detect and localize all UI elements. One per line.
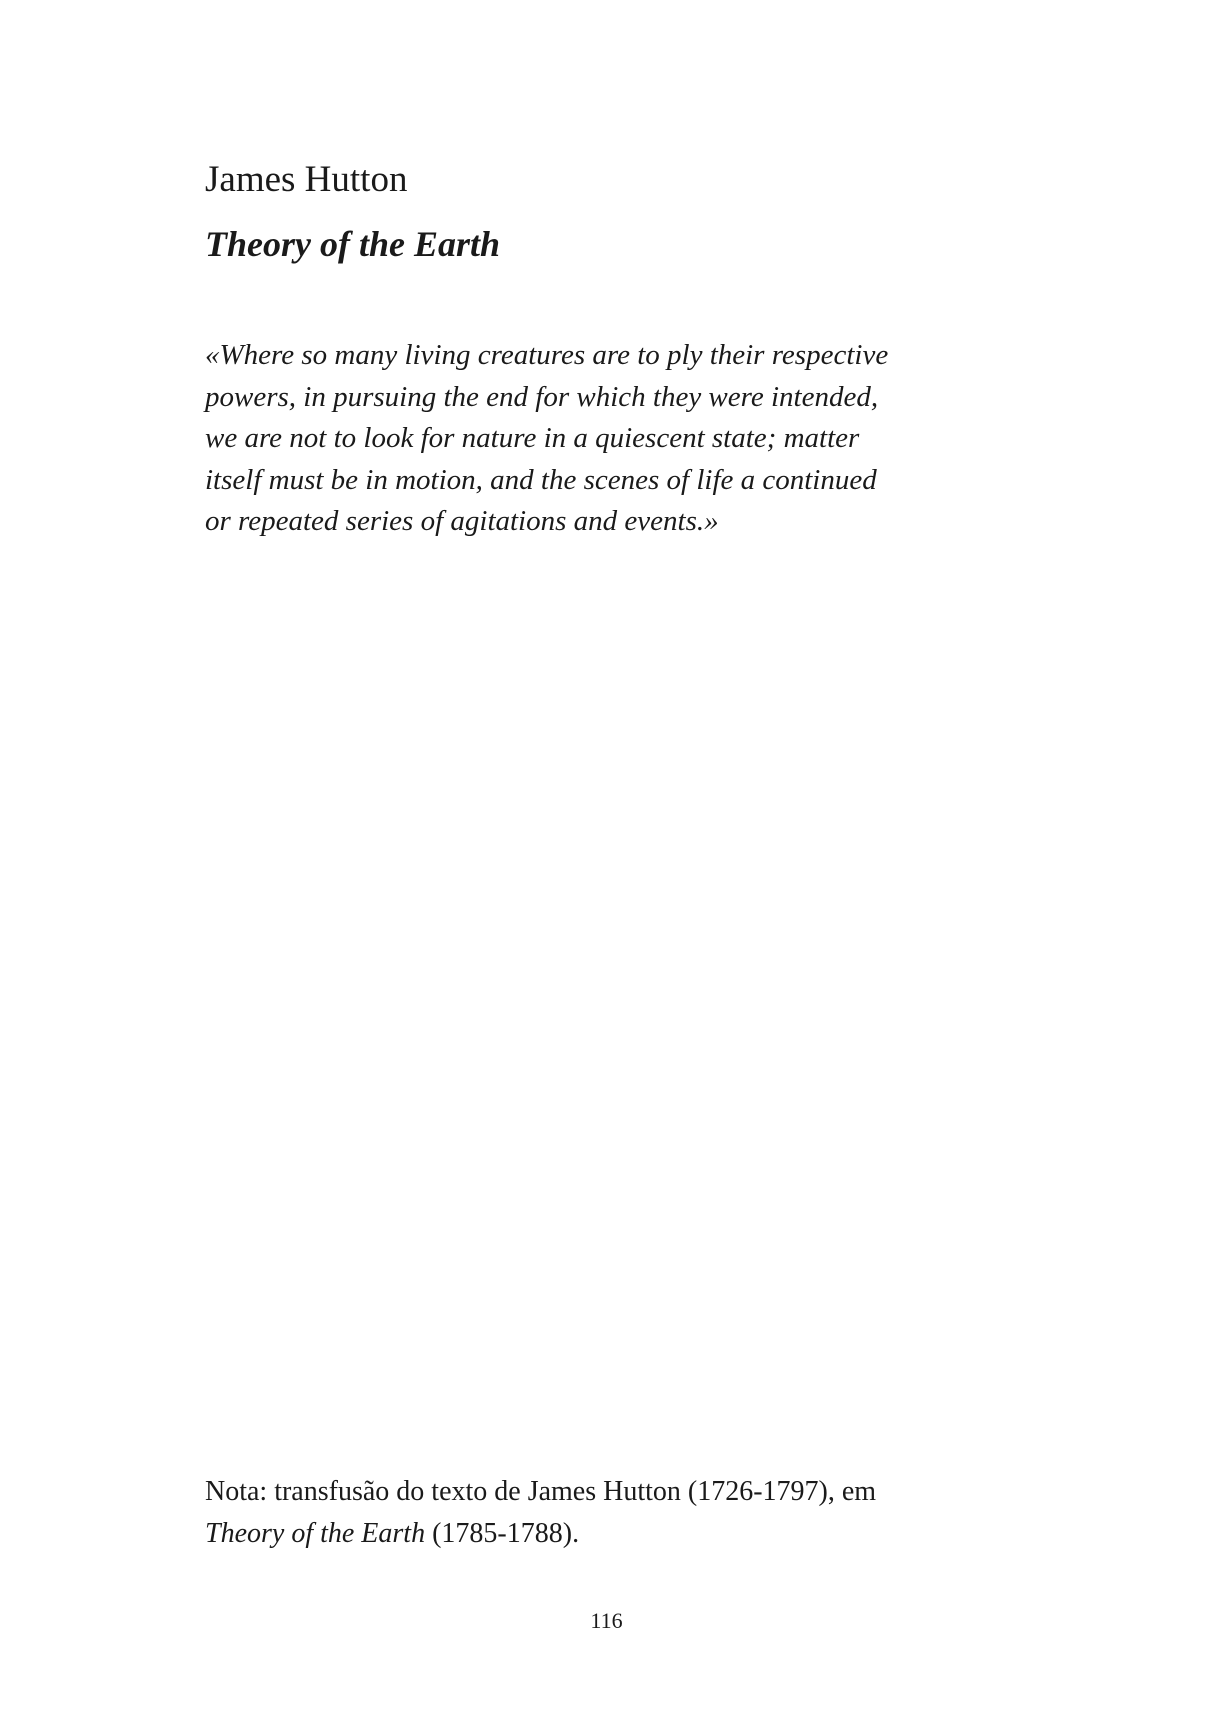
work-title: Theory of the Earth [205,224,501,264]
note-dates: (1785-1788). [425,1518,580,1549]
quote-block [205,335,965,543]
author-name: James Hutton [205,159,408,200]
quote-line: we are not to look for nature in a quiescent state; matter [205,422,860,454]
quote-line: or repeated series of agitations and events.» [205,505,719,537]
quote-line: «Where so many living creatures are to ply their respective [205,339,889,371]
quote-line: itself must be in motion, and the scenes of life a continued [205,463,877,496]
note-block [205,1471,965,1555]
note-line-1: Nota: transfusão do texto de James Hutton (1726-1797), em [205,1476,877,1507]
page-number: 116 [590,1608,623,1633]
note-work-title: Theory of the Earth [205,1518,426,1549]
note-line-2 [205,1513,965,1555]
quote-line: powers, in pursuing the end for which they were intended, [205,380,879,413]
